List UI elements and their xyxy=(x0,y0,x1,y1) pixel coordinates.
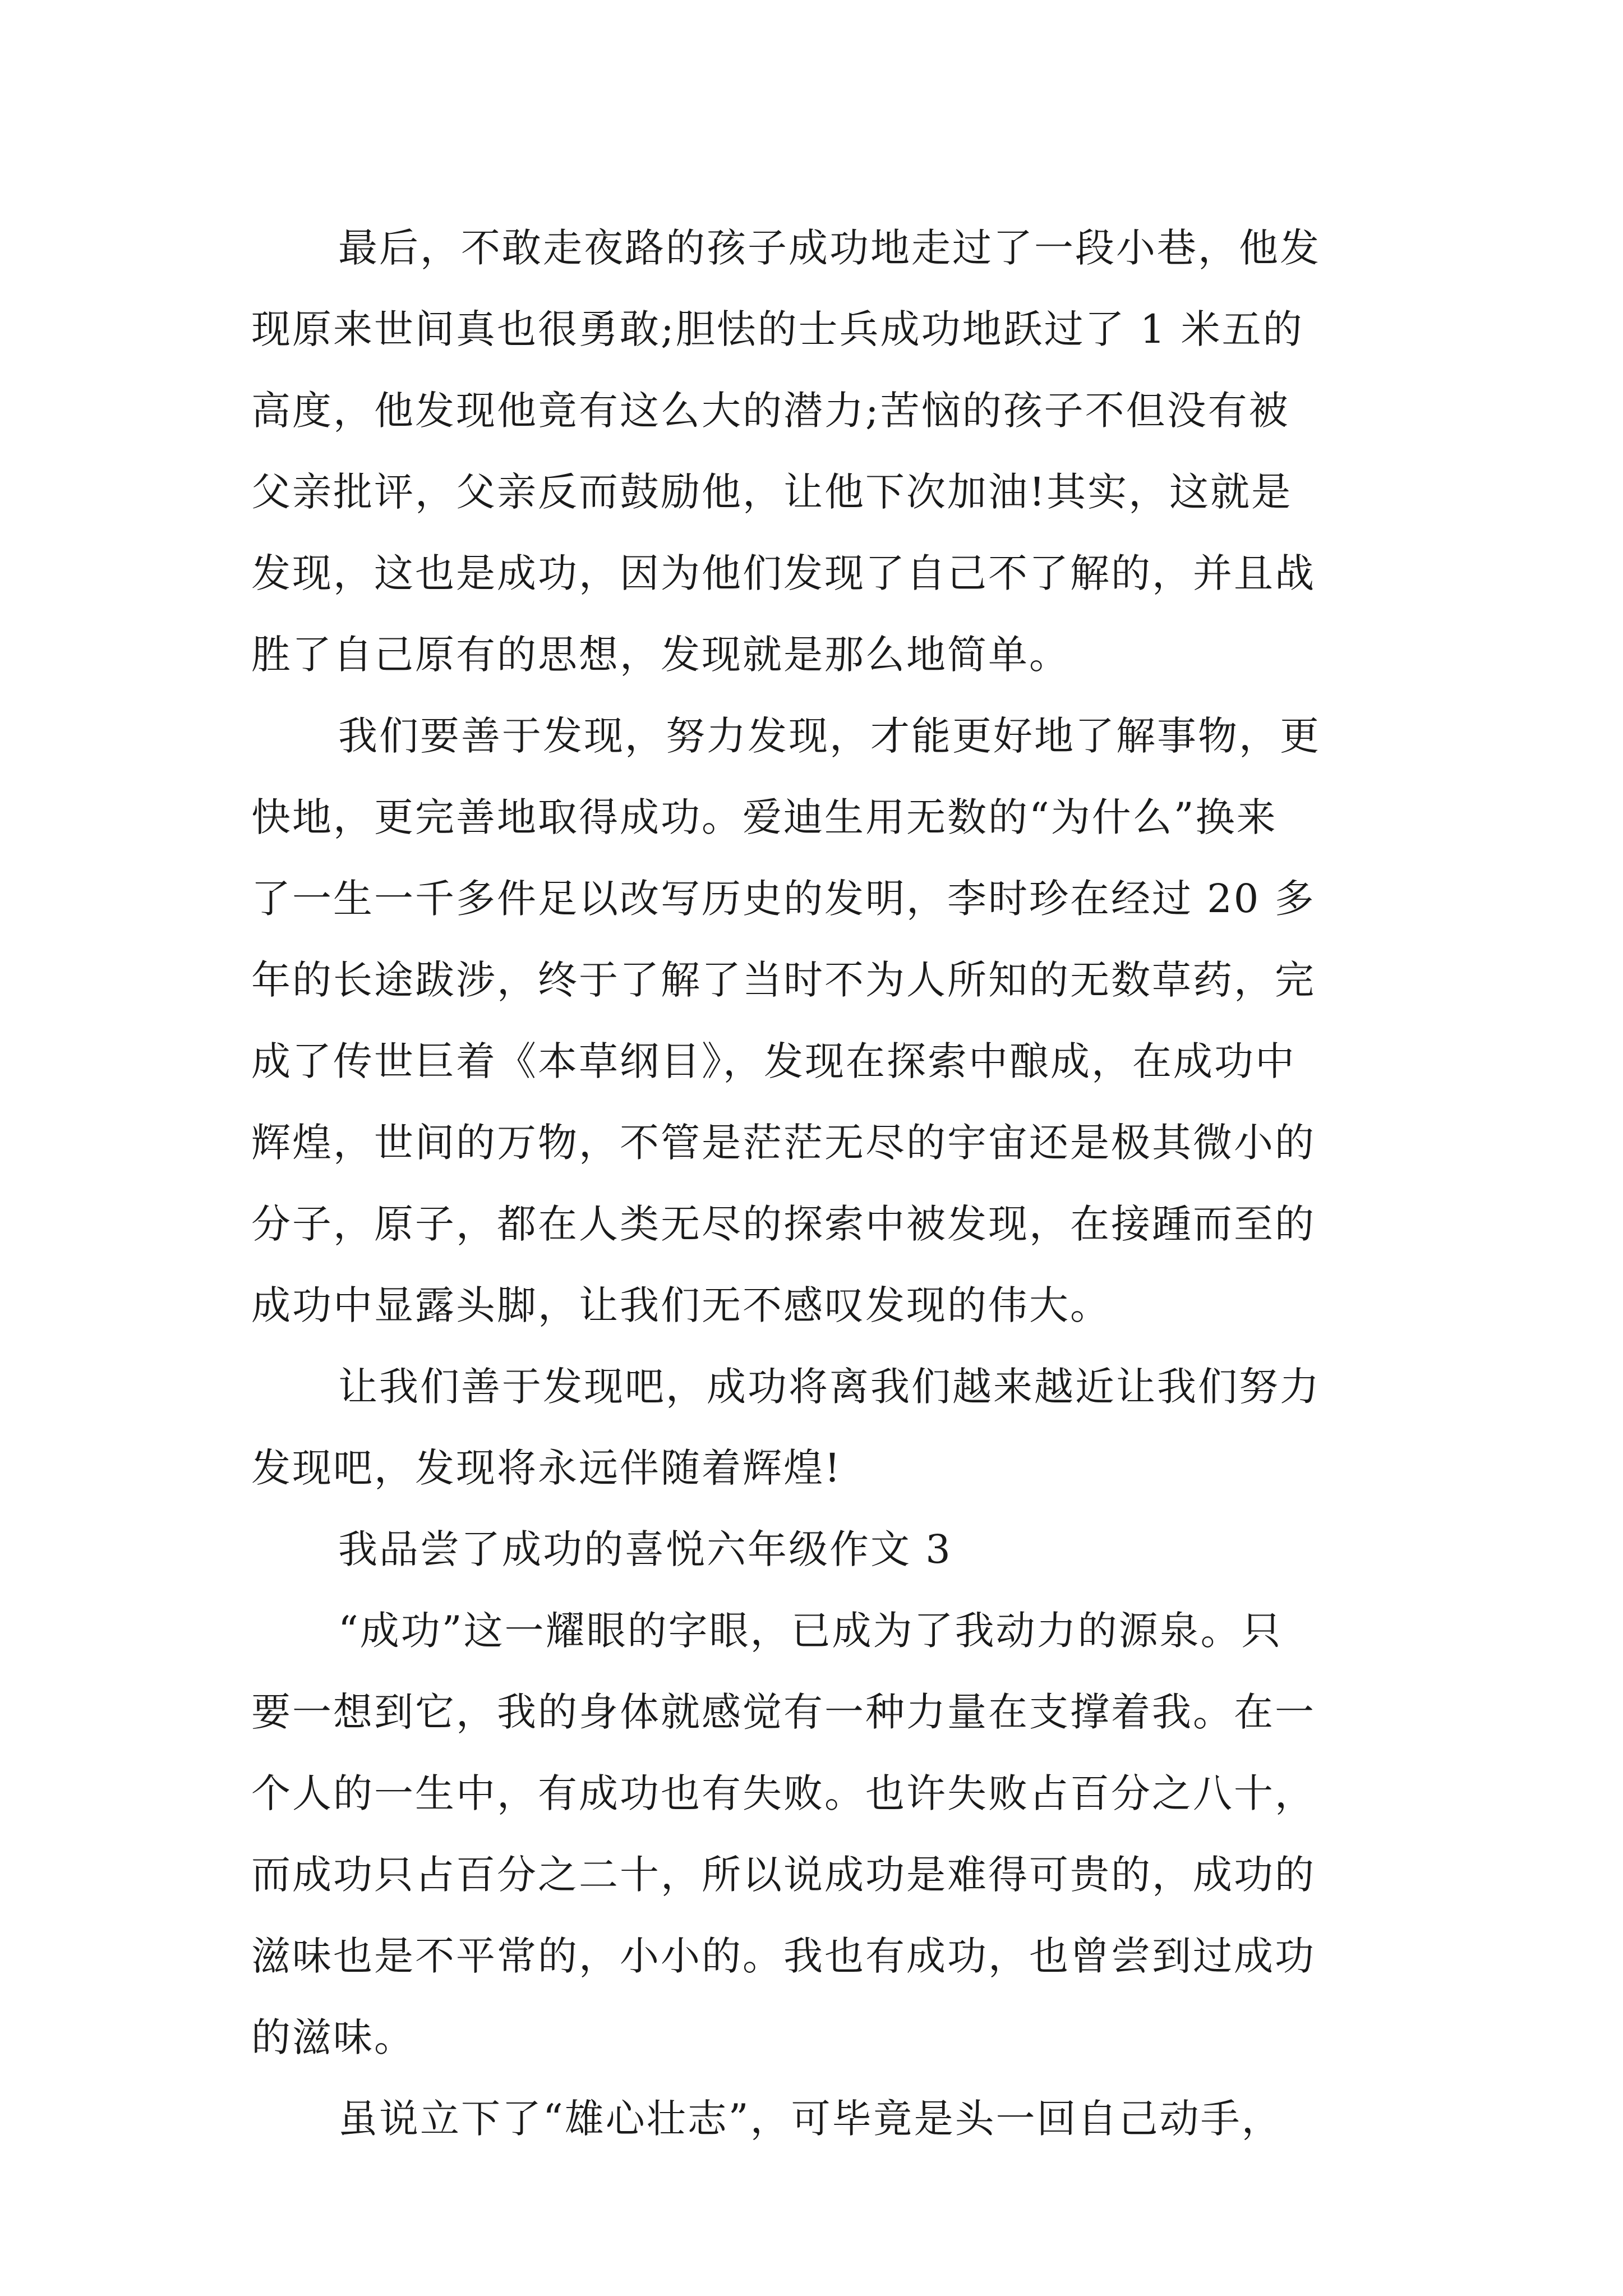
text-line: 我品尝了成功的喜悦六年级作文 3 xyxy=(338,1526,952,1572)
text-line: 发现吧，发现将永远伴随着辉煌! xyxy=(251,1445,842,1491)
text-line: 最后，不敢走夜路的孩子成功地走过了一段小巷，他发 xyxy=(338,225,1321,271)
text-line: 了一生一千多件足以改写历史的发明，李时珍在经过 20 多 xyxy=(251,876,1316,922)
text-line: 年的长途跋涉，终于了解了当时不为人所知的无数草药，完 xyxy=(251,957,1316,1003)
text-line: 父亲批评，父亲反而鼓励他，让他下次加油!其实，这就是 xyxy=(251,469,1293,515)
text-line: 虽说立下了“雄心壮志”，可毕竟是头一回自己动手， xyxy=(338,2096,1283,2142)
text-line: 辉煌，世间的万物，不管是茫茫无尽的宇宙还是极其微小的 xyxy=(251,1120,1316,1166)
text-line: 分子，原子，都在人类无尽的探索中被发现，在接踵而至的 xyxy=(251,1201,1316,1247)
text-line: 快地，更完善地取得成功。爱迪生用无数的“为什么”换来 xyxy=(251,794,1278,840)
text-line: 滋味也是不平常的，小小的。我也有成功，也曾尝到过成功 xyxy=(251,1933,1316,1979)
text-line: 要一想到它，我的身体就感觉有一种力量在支撑着我。在一 xyxy=(251,1689,1316,1735)
text-line: 成功中显露头脚，让我们无不感叹发现的伟大。 xyxy=(251,1282,1111,1328)
text-line: 成了传世巨着《本草纲目》，发现在探索中酿成，在成功中 xyxy=(251,1038,1296,1084)
text-line: 个人的一生中，有成功也有失败。也许失败占百分之八十， xyxy=(251,1770,1316,1816)
text-line: 现原来世间真也很勇敢;胆怯的士兵成功地跃过了 1 米五的 xyxy=(251,306,1304,352)
text-line: 让我们善于发现吧，成功将离我们越来越近让我们努力 xyxy=(338,1364,1321,1410)
text-line: 发现，这也是成功，因为他们发现了自己不了解的，并且战 xyxy=(251,550,1316,596)
text-line: 而成功只占百分之二十，所以说成功是难得可贵的，成功的 xyxy=(251,1852,1316,1898)
text-line: 胜了自己原有的思想，发现就是那么地简单。 xyxy=(251,632,1070,678)
text-line: 我们要善于发现，努力发现，才能更好地了解事物，更 xyxy=(338,713,1321,759)
text-line: “成功”这一耀眼的字眼，已成为了我动力的源泉。只 xyxy=(338,1608,1283,1654)
text-line: 高度，他发现他竟有这么大的潜力;苦恼的孩子不但没有被 xyxy=(251,388,1290,434)
document-body xyxy=(251,208,1373,2160)
text-line: 的滋味。 xyxy=(251,2014,415,2060)
